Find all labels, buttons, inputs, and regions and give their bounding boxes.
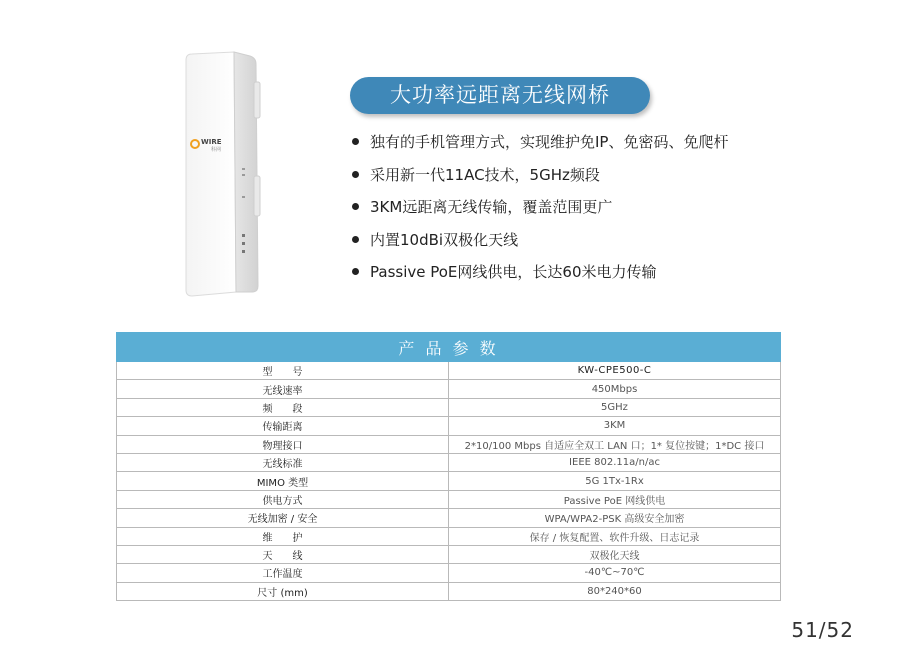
spec-label: 无线加密 / 安全	[117, 509, 449, 527]
bullet-icon	[352, 203, 359, 210]
table-row	[117, 545, 781, 563]
spec-value: 3KM	[449, 417, 781, 435]
spec-table-heading: 产 品 参 数	[117, 333, 781, 362]
spec-value: KW-CPE500-C	[449, 362, 781, 380]
spec-value: 2*10/100 Mbps 自适应全双工 LAN 口；1* 复位按键；1*DC 接口	[449, 435, 781, 453]
spec-value: 80*240*60	[449, 582, 781, 600]
table-row	[117, 435, 781, 453]
feature-item: 3KM远距离无线传输，覆盖范围更广	[350, 191, 790, 224]
spec-label: 传输距离	[117, 417, 449, 435]
feature-item: Passive PoE网线供电，长达60米电力传输	[350, 256, 790, 289]
brand-logo	[201, 138, 222, 154]
spec-value: WPA/WPA2-PSK 高级安全加密	[449, 509, 781, 527]
table-row	[117, 398, 781, 416]
spec-label: 物理接口	[117, 435, 449, 453]
spec-value: IEEE 802.11a/n/ac	[449, 453, 781, 471]
bullet-icon	[352, 171, 359, 178]
page-title: 大功率远距离无线网桥	[350, 77, 650, 114]
feature-item: 独有的手机管理方式，实现维护免IP、免密码、免爬杆	[350, 126, 790, 159]
page-number: 51/52	[791, 618, 854, 642]
table-row	[117, 362, 781, 380]
table-row	[117, 380, 781, 398]
spec-value: 5GHz	[449, 398, 781, 416]
bullet-icon	[352, 236, 359, 243]
bullet-icon	[352, 138, 359, 145]
spec-value: 5G 1Tx-1Rx	[449, 472, 781, 490]
feature-item: 采用新一代11AC技术，5GHz频段	[350, 159, 790, 192]
spec-value: 保存 / 恢复配置、软件升级、日志记录	[449, 527, 781, 545]
table-row	[117, 490, 781, 508]
table-row	[117, 472, 781, 490]
spec-label: MIMO 类型	[117, 472, 449, 490]
feature-list	[350, 126, 790, 289]
table-row	[117, 453, 781, 471]
spec-value: 双极化天线	[449, 545, 781, 563]
feature-item: 内置10dBi双极化天线	[350, 224, 790, 257]
spec-label: 频 段	[117, 398, 449, 416]
spec-value: Passive PoE 网线供电	[449, 490, 781, 508]
table-row	[117, 564, 781, 582]
table-row	[117, 582, 781, 600]
spec-value: 450Mbps	[449, 380, 781, 398]
spec-table-header	[117, 333, 781, 362]
spec-label: 工作温度	[117, 564, 449, 582]
product-image	[176, 46, 264, 300]
bullet-icon	[352, 268, 359, 275]
brand-logo-sub: 科网	[211, 147, 222, 153]
spec-label: 无线标准	[117, 453, 449, 471]
brand-logo-text: WIRE	[201, 138, 222, 146]
table-row	[117, 509, 781, 527]
spec-label: 供电方式	[117, 490, 449, 508]
spec-label: 尺寸 (mm)	[117, 582, 449, 600]
table-row	[117, 417, 781, 435]
spec-label: 无线速率	[117, 380, 449, 398]
table-row	[117, 527, 781, 545]
spec-label: 型 号	[117, 362, 449, 380]
spec-label: 维 护	[117, 527, 449, 545]
spec-table	[116, 332, 781, 601]
spec-label: 天 线	[117, 545, 449, 563]
spec-value: -40℃~70℃	[449, 564, 781, 582]
